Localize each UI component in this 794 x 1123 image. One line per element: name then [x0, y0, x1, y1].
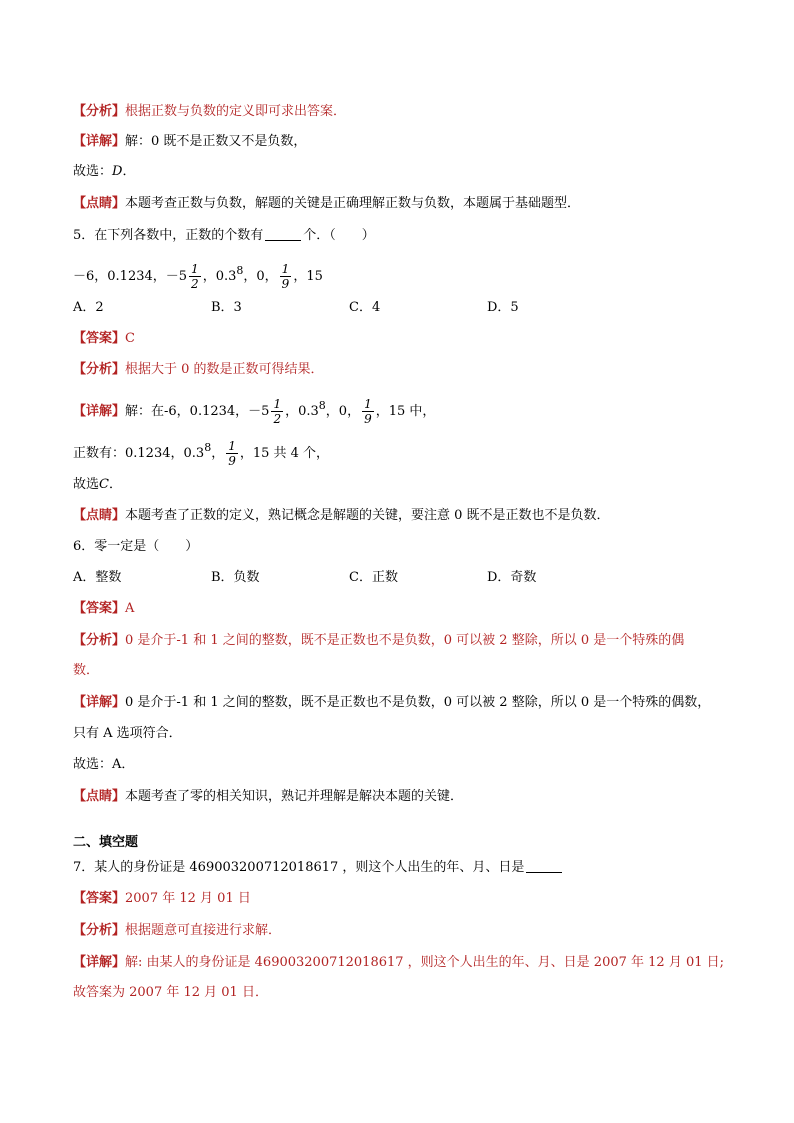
fraction-half [271, 398, 283, 425]
analysis-tag: 【分析】 [73, 362, 126, 377]
choice-end: ． [122, 164, 136, 179]
option-d: D．5 [487, 300, 519, 315]
separator: ， [202, 269, 216, 284]
q4-analysis [73, 101, 726, 123]
option-b: B．负数 [211, 570, 260, 585]
q5-positive-list [73, 428, 726, 468]
comment-tag: 【点睛】 [73, 508, 126, 523]
solution-text: ，15 中， [375, 404, 436, 419]
q6-question: 6．零一定是（ ） [73, 539, 199, 554]
option-c: C．正数 [349, 570, 398, 585]
comment-text: 本题考查了正数的定义，熟记概念是解题的关键，要注意 0 既不是正数也不是负数． [125, 508, 610, 523]
q4-comment [73, 193, 726, 215]
fraction-numerator: 1 [273, 397, 282, 411]
answer-tag: 【答案】 [73, 891, 126, 906]
analysis-text: 0 是介于-1 和 1 之间的整数，既不是正数也不是负数，0 可以被 2 整除，所以 0 是一个特殊的偶 [125, 633, 685, 648]
q6-analysis-cont: 数． [73, 663, 100, 678]
choice-end: ． [108, 477, 122, 492]
answer-tag: 【答案】 [73, 331, 126, 346]
option-a: A．2 [73, 300, 104, 315]
q6-solution-cont: 只有 A 选项符合． [73, 726, 182, 741]
q5-number-list [73, 251, 726, 291]
answer-blank [526, 858, 562, 873]
solution-tag: 【详解】 [73, 955, 126, 970]
option-c: C．4 [349, 300, 381, 315]
q7-analysis [73, 920, 726, 942]
fraction-ninth [280, 263, 292, 290]
fraction-ninth [226, 440, 238, 467]
fraction-denominator: 2 [273, 412, 282, 426]
analysis-tag: 【分析】 [73, 633, 126, 648]
choice-letter: D [112, 164, 123, 179]
decimal-repeat-digit: 8 [236, 264, 244, 277]
answer-text: A [125, 601, 135, 616]
q4-choice [73, 161, 726, 183]
fraction-denominator: 9 [228, 454, 236, 468]
question-text: 7．某人的身份证是 469003200712018617 ，则这个人出生的年、月、日是 [73, 860, 525, 875]
comment-text: 本题考查了零的相关知识，熟记并理解是解决本题的关键． [125, 789, 464, 804]
analysis-text: 根据正数与负数的定义即可求出答案． [125, 104, 347, 119]
solution-text: 解：在-6，0.1234， [125, 404, 249, 419]
option-a: A．整数 [73, 570, 122, 585]
q7-answer-line: 故答案为 2007 年 12 月 01 日． [73, 985, 268, 1000]
number-text: ，0， [243, 269, 278, 284]
q5-solution [73, 386, 726, 426]
choice-label: 故选： [73, 164, 113, 179]
q7-solution [73, 952, 726, 974]
separator: ， [211, 446, 225, 461]
analysis-tag: 【分析】 [73, 923, 126, 938]
answer-tag: 【答案】 [73, 601, 126, 616]
answer-text: C [125, 331, 135, 346]
section-title: 二、填空题 [73, 835, 139, 850]
q7-question [73, 857, 726, 879]
analysis-tag: 【分析】 [73, 104, 126, 119]
q5-options [73, 297, 726, 319]
q6-answer [73, 598, 726, 620]
q5-question [73, 225, 726, 247]
q7-answer [73, 888, 726, 910]
fraction-denominator: 2 [191, 277, 199, 291]
solution-text: 解: 由某人的身份证是 469003200712018617 ，则这个人出生的年、月、日是 2007 年 12 月 01 日; [125, 955, 725, 970]
analysis-text: 根据题意可直接进行求解． [125, 923, 282, 938]
number-text: －5 [248, 404, 270, 419]
q6-analysis [73, 630, 726, 652]
decimal-base: 0.3 [298, 404, 319, 419]
fraction-denominator: 9 [364, 412, 372, 426]
comment-tag: 【点睛】 [73, 789, 126, 804]
choice-letter: C [99, 477, 109, 492]
q6-solution [73, 692, 726, 714]
fraction-numerator: 1 [281, 262, 290, 276]
q5-comment [73, 505, 726, 527]
question-text: 5．在下列各数中，正数的个数有 [73, 228, 264, 243]
q4-solution [73, 131, 726, 153]
option-d: D．奇数 [487, 570, 537, 585]
decimal-base: 0.3 [215, 269, 237, 284]
decimal-repeat-digit: 8 [204, 441, 212, 454]
repeating-decimal [184, 428, 212, 474]
solution-text: ，0， [325, 404, 361, 419]
choice-label: 故选 [73, 477, 100, 492]
repeating-decimal [298, 386, 326, 432]
solution-tag: 【详解】 [73, 134, 126, 149]
answer-blank [265, 226, 301, 241]
number-text: －5 [165, 269, 188, 284]
solution-text: 0 是介于-1 和 1 之间的整数，既不是正数也不是负数，0 可以被 2 整除，所以 0 是一个特殊的偶数， [125, 695, 711, 710]
decimal-base: 0.3 [183, 446, 205, 461]
number-text: ，15 [293, 269, 323, 284]
solution-tag: 【详解】 [73, 404, 126, 419]
fraction-numerator: 1 [364, 397, 372, 411]
q5-choice [73, 474, 726, 496]
fraction-numerator: 1 [228, 439, 236, 453]
option-b: B．3 [211, 300, 242, 315]
comment-tag: 【点睛】 [73, 196, 126, 211]
fraction-half [189, 263, 201, 290]
analysis-text: 根据大于 0 的数是正数可得结果． [125, 362, 324, 377]
question-text-end: 个．（ ） [303, 228, 375, 243]
comment-text: 本题考查正数与负数，解题的关键是正确理解正数与负数，本题属于基础题型． [125, 196, 581, 211]
q5-answer [73, 328, 726, 350]
repeating-decimal [216, 251, 244, 297]
fraction-numerator: 1 [191, 262, 199, 276]
answer-text: 2007 年 12 月 01 日 [125, 891, 251, 906]
separator: ， [285, 404, 299, 419]
fraction-denominator: 9 [281, 277, 290, 291]
q6-choice: 故选：A． [73, 757, 135, 772]
solution-text: 正数有：0.1234， [73, 446, 184, 461]
solution-text: ，15 共 4 个， [239, 446, 330, 461]
fraction-ninth [362, 398, 374, 425]
number-text: －6，0.1234， [73, 269, 166, 284]
q5-analysis [73, 359, 726, 381]
solution-text: 解：0 既不是正数又不是负数， [125, 134, 307, 149]
solution-tag: 【详解】 [73, 695, 126, 710]
decimal-repeat-digit: 8 [318, 399, 326, 412]
q6-options [73, 567, 726, 589]
q6-comment [73, 786, 726, 808]
